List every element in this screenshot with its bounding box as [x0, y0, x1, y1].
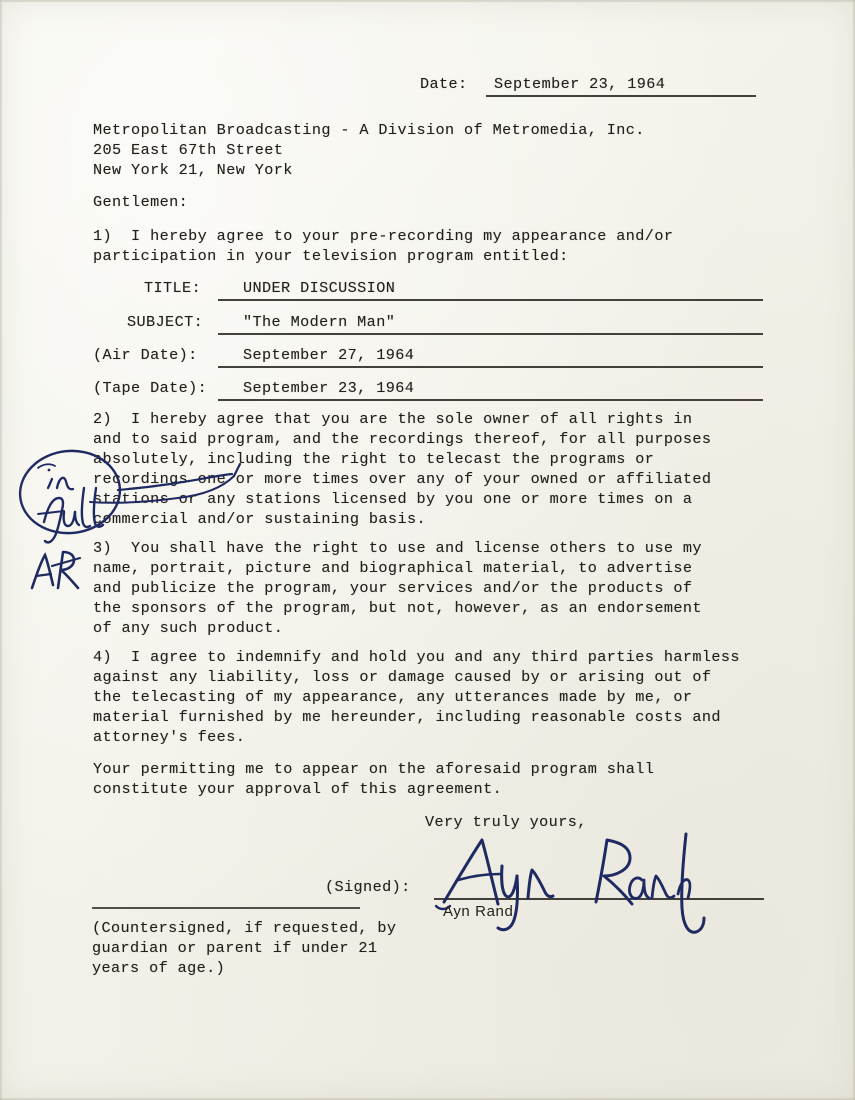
closing-line-2: constitute your approval of this agreement.	[93, 780, 503, 798]
clause-4-line-2: against any liability, loss or damage caused by or arising out of	[93, 668, 712, 686]
recipient-line-1: Metropolitan Broadcasting - A Division of Metromedia, Inc.	[93, 121, 645, 139]
clause-3-line-1: 3) You shall have the right to use and license others to use my	[93, 539, 702, 557]
page-edge-left	[0, 0, 2, 1100]
clause-3-line-4: the sponsors of the program, but not, however, as an endorsement	[93, 599, 702, 617]
field-underline-title	[218, 299, 763, 301]
clause-4-line-5: attorney's fees.	[93, 728, 246, 746]
recipient-line-2: 205 East 67th Street	[93, 141, 284, 159]
clause-2-line-3: absolutely, including the right to telecast the programs or	[93, 450, 655, 468]
field-value-tape-date[interactable]: September 23, 1964	[243, 379, 415, 397]
signature-ink	[432, 832, 732, 942]
valediction: Very truly yours,	[425, 813, 587, 831]
recipient-line-3: New York 21, New York	[93, 161, 293, 179]
clause-4-line-1: 4) I agree to indemnify and hold you and any third parties harmless	[93, 648, 740, 666]
signature-underline	[434, 898, 764, 900]
closing-line-1: Your permitting me to appear on the aforesaid program shall	[93, 760, 655, 778]
field-value-title[interactable]: UNDER DISCUSSION	[243, 279, 396, 297]
field-underline-subject	[218, 333, 763, 335]
field-value-air-date[interactable]: September 27, 1964	[243, 346, 415, 364]
field-label-tape-date: (Tape Date):	[93, 379, 208, 397]
field-underline-air-date	[218, 366, 763, 368]
footer-note-line-3: years of age.)	[92, 959, 226, 977]
page-edge-top	[0, 0, 855, 2]
footer-note-line-2: guardian or parent if under 21	[92, 939, 378, 957]
signed-label: (Signed):	[325, 878, 411, 896]
footer-note-line-1: (Countersigned, if requested, by	[92, 919, 397, 937]
salutation: Gentlemen:	[93, 193, 189, 211]
clause-2-line-6: commercial and/or sustaining basis.	[93, 510, 426, 528]
clause-2-line-1: 2) I hereby agree that you are the sole owner of all rights in	[93, 410, 693, 428]
date-label: Date:	[420, 75, 468, 93]
clause-1-line-1: 1) I hereby agree to your pre-recording my appearance and/or	[93, 227, 674, 245]
clause-1-line-2: participation in your television program entitled:	[93, 247, 569, 265]
footer-rule	[92, 907, 360, 909]
clause-3-line-2: name, portrait, picture and biographical material, to advertise	[93, 559, 693, 577]
clause-4-line-4: material furnished by me hereunder, including reasonable costs and	[93, 708, 721, 726]
field-label-subject: SUBJECT:	[127, 313, 204, 331]
clause-4-line-3: the telecasting of my appearance, any utterances made by me, or	[93, 688, 693, 706]
field-label-air-date: (Air Date):	[93, 346, 198, 364]
date-value: September 23, 1964	[494, 75, 666, 93]
clause-3-line-5: of any such product.	[93, 619, 284, 637]
typed-signature-name: Ayn Rand	[443, 903, 514, 920]
date-underline	[486, 95, 756, 97]
clause-2-line-5: stations or any stations licensed by you one or more times on a	[93, 490, 693, 508]
clause-3-line-3: and publicize the program, your services and/or the products of	[93, 579, 693, 597]
clause-2-line-2: and to said program, and the recordings thereof, for all purposes	[93, 430, 712, 448]
field-underline-tape-date	[218, 399, 763, 401]
field-label-title: TITLE:	[144, 279, 202, 297]
clause-2-line-4: recordings one or more times over any of your owned or affiliated	[93, 470, 712, 488]
field-value-subject[interactable]: "The Modern Man"	[243, 313, 396, 331]
